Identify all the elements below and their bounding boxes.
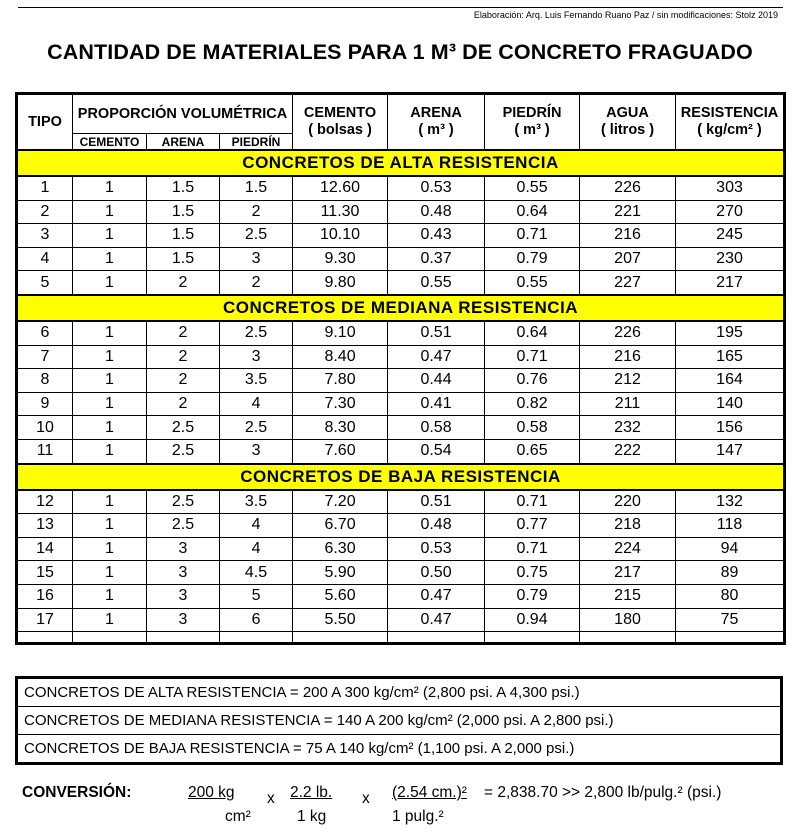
- table-cell: 2: [220, 200, 293, 224]
- table-cell: 2.5: [147, 514, 220, 538]
- table-cell: 2.5: [220, 321, 293, 345]
- table-cell: 232: [580, 416, 676, 440]
- table-cell: 4: [220, 514, 293, 538]
- table-cell: 227: [580, 271, 676, 295]
- table-row: [17, 345, 785, 369]
- table-cell: 9.10: [293, 321, 388, 345]
- table-cell: 7.60: [293, 439, 388, 463]
- header-arena-unit: ( m³ ): [418, 122, 454, 138]
- table-cell: 0.47: [388, 608, 485, 632]
- table-row: [17, 537, 785, 561]
- table-cell: 3: [147, 537, 220, 561]
- table-cell: 0.55: [485, 271, 580, 295]
- table-cell: 1: [73, 561, 147, 585]
- table-cell: 7.80: [293, 369, 388, 393]
- blank-cell: [388, 632, 485, 644]
- table-cell: 270: [676, 200, 785, 224]
- table-cell: 6.70: [293, 514, 388, 538]
- summary-mediana: CONCRETOS DE MEDIANA RESISTENCIA = 140 A 200 kg/cm² (2,000 psi. A 2,800 psi.): [17, 707, 782, 735]
- header-cemento-label: CEMENTO: [303, 105, 377, 121]
- header-piedrin-label: PIEDRÍN: [502, 105, 562, 121]
- header-cemento-unit: ( bolsas ): [308, 122, 372, 138]
- table-cell: 303: [676, 176, 785, 200]
- table-row: [17, 608, 785, 632]
- header-piedrin-unit: ( m³ ): [514, 122, 550, 138]
- table-cell: 0.58: [485, 416, 580, 440]
- table-cell: 0.43: [388, 224, 485, 248]
- summary-baja: CONCRETOS DE BAJA RESISTENCIA = 75 A 140 kg/cm² (1,100 psi. A 2,000 psi.): [17, 735, 782, 764]
- table-cell: 6: [220, 608, 293, 632]
- header-resistencia-label: RESISTENCIA: [680, 105, 779, 121]
- term1-numerator: 200 kg: [188, 784, 235, 801]
- table-cell: 8.30: [293, 416, 388, 440]
- summary-alta: CONCRETOS DE ALTA RESISTENCIA = 200 A 300 kg/cm² (2,800 psi. A 4,300 psi.): [17, 678, 782, 707]
- table-cell: 8: [17, 369, 73, 393]
- table-cell: 1.5: [147, 247, 220, 271]
- table-cell: 1: [73, 584, 147, 608]
- table-cell: 15: [17, 561, 73, 585]
- table-cell: 7: [17, 345, 73, 369]
- table-cell: 0.82: [485, 392, 580, 416]
- table-cell: 7.30: [293, 392, 388, 416]
- table-cell: 1.5: [147, 200, 220, 224]
- blank-cell: [147, 632, 220, 644]
- header-resistencia-unit: ( kg/cm² ): [697, 122, 762, 138]
- table-cell: 0.75: [485, 561, 580, 585]
- blank-cell: [220, 632, 293, 644]
- table-cell: 9.80: [293, 271, 388, 295]
- table-cell: 140: [676, 392, 785, 416]
- header-resistencia: [676, 94, 785, 151]
- table-cell: 2: [147, 345, 220, 369]
- table-cell: 224: [580, 537, 676, 561]
- table-cell: 221: [580, 200, 676, 224]
- table-cell: 245: [676, 224, 785, 248]
- table-cell: 12.60: [293, 176, 388, 200]
- table-cell: 2.5: [220, 416, 293, 440]
- table-cell: 0.50: [388, 561, 485, 585]
- blank-cell: [676, 632, 785, 644]
- subheader-arena: ARENA: [147, 134, 220, 151]
- term3-numerator: (2.54 cm.)²: [392, 784, 467, 801]
- term1-denominator: cm²: [225, 808, 251, 825]
- table-row: [17, 247, 785, 271]
- table-cell: 0.71: [485, 537, 580, 561]
- table-cell: 1: [73, 490, 147, 514]
- table-row: [17, 561, 785, 585]
- table-cell: 5.60: [293, 584, 388, 608]
- table-cell: 6: [17, 321, 73, 345]
- table-cell: 1.5: [220, 176, 293, 200]
- blank-row: [17, 632, 785, 644]
- blank-cell: [17, 632, 73, 644]
- table-cell: 89: [676, 561, 785, 585]
- header-arena: [388, 94, 485, 151]
- table-cell: 0.37: [388, 247, 485, 271]
- table-cell: 3: [17, 224, 73, 248]
- table-cell: 1: [73, 439, 147, 463]
- table-cell: 226: [580, 321, 676, 345]
- table-cell: 132: [676, 490, 785, 514]
- times-sign-2: x: [362, 790, 370, 807]
- conversion-result: = 2,838.70 >> 2,800 lb/pulg.² (psi.): [484, 784, 722, 801]
- table-row: [17, 271, 785, 295]
- table-cell: 8.40: [293, 345, 388, 369]
- table-cell: 217: [580, 561, 676, 585]
- table-row: [17, 584, 785, 608]
- table-cell: 3: [147, 584, 220, 608]
- group-title: CONCRETOS DE MEDIANA RESISTENCIA: [17, 295, 785, 321]
- table-cell: 2.5: [147, 490, 220, 514]
- table-cell: 0.55: [485, 176, 580, 200]
- top-rule: [18, 7, 783, 8]
- table-row: [17, 439, 785, 463]
- table-cell: 5.50: [293, 608, 388, 632]
- resistance-summary: [15, 676, 783, 765]
- table-cell: 220: [580, 490, 676, 514]
- conversion-label: CONVERSIÓN:: [22, 784, 132, 801]
- table-cell: 0.47: [388, 345, 485, 369]
- table-cell: 3: [220, 345, 293, 369]
- table-cell: 0.48: [388, 514, 485, 538]
- table-cell: 1: [73, 392, 147, 416]
- table-cell: 5.90: [293, 561, 388, 585]
- table-cell: 1: [73, 416, 147, 440]
- table-cell: 7.20: [293, 490, 388, 514]
- table-cell: 218: [580, 514, 676, 538]
- table-cell: 2.5: [147, 439, 220, 463]
- table-cell: 0.47: [388, 584, 485, 608]
- header-piedrin: [485, 94, 580, 151]
- table-cell: 2: [147, 392, 220, 416]
- table-cell: 2: [17, 200, 73, 224]
- table-cell: 216: [580, 224, 676, 248]
- table-cell: 4: [220, 392, 293, 416]
- table-cell: 2.5: [220, 224, 293, 248]
- blank-cell: [73, 632, 147, 644]
- conversion-block: [0, 782, 800, 840]
- table-row: [17, 321, 785, 345]
- table-cell: 0.64: [485, 321, 580, 345]
- table-cell: 1: [73, 369, 147, 393]
- table-cell: 16: [17, 584, 73, 608]
- table-cell: 222: [580, 439, 676, 463]
- table-cell: 211: [580, 392, 676, 416]
- group-band: [17, 295, 785, 321]
- table-cell: 3: [220, 439, 293, 463]
- table-cell: 215: [580, 584, 676, 608]
- table-cell: 12: [17, 490, 73, 514]
- table-cell: 1: [73, 345, 147, 369]
- table-cell: 147: [676, 439, 785, 463]
- table-cell: 2: [220, 271, 293, 295]
- table-cell: 4.5: [220, 561, 293, 585]
- table-cell: 217: [676, 271, 785, 295]
- table-cell: 1: [73, 271, 147, 295]
- table-cell: 10.10: [293, 224, 388, 248]
- table-cell: 3: [147, 608, 220, 632]
- subheader-cemento: CEMENTO: [73, 134, 147, 151]
- header-proporcion: PROPORCIÓN VOLUMÉTRICA: [73, 94, 293, 134]
- group-band: [17, 150, 785, 176]
- table-cell: 207: [580, 247, 676, 271]
- header-agua-unit: ( litros ): [600, 122, 655, 138]
- table-row: [17, 514, 785, 538]
- table-cell: 2: [147, 321, 220, 345]
- table-cell: 3: [147, 561, 220, 585]
- table-cell: 0.51: [388, 321, 485, 345]
- times-sign-1: x: [267, 790, 275, 807]
- table-cell: 2: [147, 271, 220, 295]
- table-cell: 0.71: [485, 345, 580, 369]
- table-cell: 6.30: [293, 537, 388, 561]
- term2-numerator: 2.2 lb.: [290, 784, 333, 801]
- blank-cell: [580, 632, 676, 644]
- subheader-piedrin: PIEDRÍN: [220, 134, 293, 151]
- materials-table: [15, 92, 786, 645]
- table-cell: 0.54: [388, 439, 485, 463]
- table-cell: 0.77: [485, 514, 580, 538]
- table-cell: 195: [676, 321, 785, 345]
- header-cemento: [293, 94, 388, 151]
- table-row: [17, 200, 785, 224]
- table-cell: 3: [220, 247, 293, 271]
- term3-denominator: 1 pulg.²: [392, 808, 444, 825]
- table-cell: 2.5: [147, 416, 220, 440]
- table-cell: 0.58: [388, 416, 485, 440]
- blank-cell: [293, 632, 388, 644]
- table-cell: 11.30: [293, 200, 388, 224]
- table-cell: 212: [580, 369, 676, 393]
- table-cell: 0.65: [485, 439, 580, 463]
- table-row: [17, 392, 785, 416]
- table-cell: 0.55: [388, 271, 485, 295]
- table-cell: 2: [147, 369, 220, 393]
- table-cell: 226: [580, 176, 676, 200]
- page-title: CANTIDAD DE MATERIALES PARA 1 M³ DE CONCRETO FRAGUADO: [47, 40, 753, 64]
- table-row: [17, 176, 785, 200]
- group-title: CONCRETOS DE ALTA RESISTENCIA: [17, 150, 785, 176]
- table-cell: 1: [73, 514, 147, 538]
- table-cell: 17: [17, 608, 73, 632]
- table-cell: 0.51: [388, 490, 485, 514]
- table-cell: 11: [17, 439, 73, 463]
- table-cell: 4: [17, 247, 73, 271]
- table-cell: 0.79: [485, 584, 580, 608]
- group-title: CONCRETOS DE BAJA RESISTENCIA: [17, 464, 785, 490]
- table-cell: 1: [73, 176, 147, 200]
- header-agua: [580, 94, 676, 151]
- table-cell: 4: [220, 537, 293, 561]
- table-cell: 156: [676, 416, 785, 440]
- table-row: [17, 369, 785, 393]
- table-cell: 164: [676, 369, 785, 393]
- credit-note: Elaboración: Arq. Luis Fernando Ruano Paz / sin modificaciones: Stolz 2019: [473, 10, 778, 20]
- table-cell: 0.41: [388, 392, 485, 416]
- table-cell: 3.5: [220, 490, 293, 514]
- table-cell: 3.5: [220, 369, 293, 393]
- table-cell: 0.64: [485, 200, 580, 224]
- table-cell: 1: [73, 321, 147, 345]
- table-cell: 94: [676, 537, 785, 561]
- table-cell: 14: [17, 537, 73, 561]
- table-cell: 230: [676, 247, 785, 271]
- table-cell: 1: [73, 247, 147, 271]
- header-arena-label: ARENA: [410, 105, 462, 121]
- group-band: [17, 464, 785, 490]
- table-cell: 0.94: [485, 608, 580, 632]
- header-tipo: TIPO: [17, 94, 73, 151]
- table-row: [17, 416, 785, 440]
- table-cell: 1: [73, 537, 147, 561]
- table-cell: 216: [580, 345, 676, 369]
- table-cell: 0.71: [485, 224, 580, 248]
- table-cell: 0.71: [485, 490, 580, 514]
- table-cell: 1: [73, 224, 147, 248]
- table-cell: 5: [220, 584, 293, 608]
- table-cell: 75: [676, 608, 785, 632]
- blank-cell: [485, 632, 580, 644]
- term2-denominator: 1 kg: [297, 808, 327, 825]
- table-cell: 0.76: [485, 369, 580, 393]
- table-body: [17, 150, 785, 644]
- table-cell: 0.48: [388, 200, 485, 224]
- table-row: [17, 490, 785, 514]
- table-cell: 1: [73, 200, 147, 224]
- table-cell: 180: [580, 608, 676, 632]
- table-cell: 1: [17, 176, 73, 200]
- table-cell: 165: [676, 345, 785, 369]
- table-cell: 9.30: [293, 247, 388, 271]
- table-cell: 10: [17, 416, 73, 440]
- table-cell: 1.5: [147, 224, 220, 248]
- table-row: [17, 224, 785, 248]
- table-cell: 118: [676, 514, 785, 538]
- table-cell: 1: [73, 608, 147, 632]
- table-cell: 80: [676, 584, 785, 608]
- table-cell: 0.53: [388, 537, 485, 561]
- table-cell: 5: [17, 271, 73, 295]
- header-agua-label: AGUA: [606, 105, 649, 121]
- table-cell: 0.79: [485, 247, 580, 271]
- table-cell: 0.53: [388, 176, 485, 200]
- table-cell: 0.44: [388, 369, 485, 393]
- table-cell: 13: [17, 514, 73, 538]
- table-cell: 1.5: [147, 176, 220, 200]
- table-cell: 9: [17, 392, 73, 416]
